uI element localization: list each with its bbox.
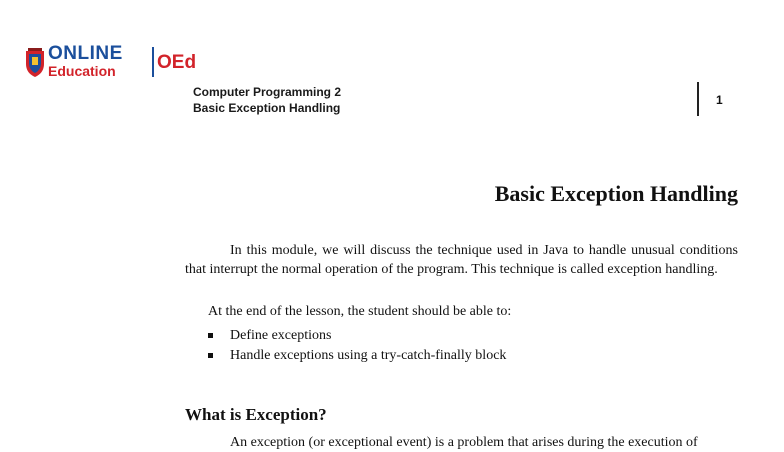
running-header [193,84,341,116]
objectives-lead: At the end of the lesson, the student should be able to: [208,304,512,319]
intro-paragraph: In this module, we will discuss the technique used in Java to handle unusual conditions that interrupt the normal operation of the program. This technique is called exception handling. [185,243,738,277]
list-item [208,326,506,346]
list-item-text: Handle exceptions using a try-catch-finally block [230,348,507,363]
objectives-list [208,326,506,366]
section-first-line: An exception (or exceptional event) is a problem that arises during the execution of [230,435,698,450]
course-name: Computer Programming 2 [193,85,342,99]
bullet-square-icon [208,353,213,358]
page-number: 1 [716,93,723,107]
bullet-square-icon [208,333,213,338]
shield-crest-icon [24,48,46,78]
list-item [208,346,506,366]
header-rule [697,82,699,116]
logo-education-text: Education [48,63,116,79]
document-title: Basic Exception Handling [494,181,738,206]
logo-online-text: ONLINE [48,43,123,64]
logo-divider [152,47,154,77]
topic-name: Basic Exception Handling [193,101,341,115]
list-item-text: Define exceptions [230,328,332,343]
section-heading: What is Exception? [185,405,327,424]
online-education-logo [24,43,197,84]
logo-oed-text: OEd [157,52,197,73]
